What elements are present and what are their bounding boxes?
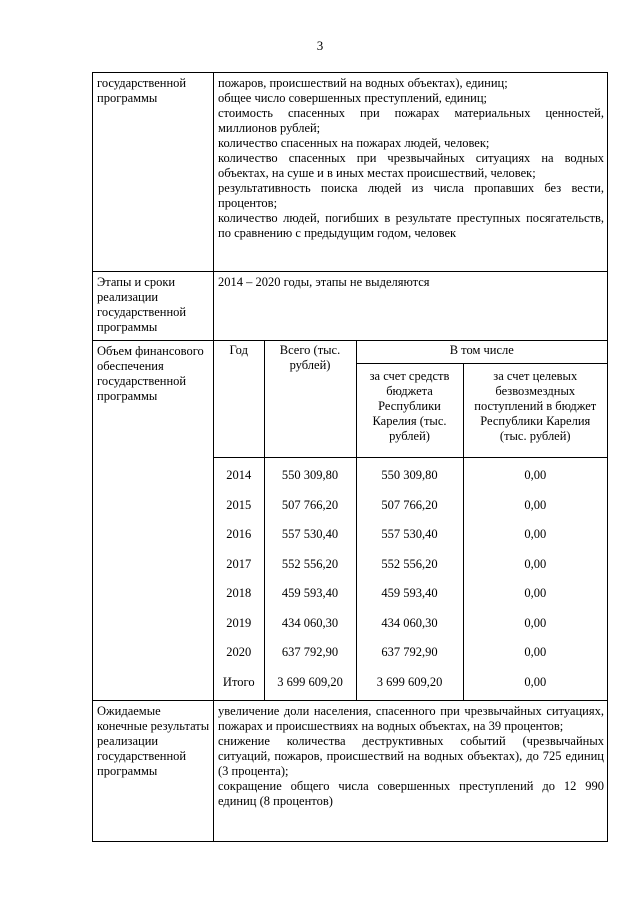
- total-cell: 434 060,30: [264, 608, 356, 638]
- col-header-grants: за счет целевых безвозмездных поступлений в бюджет Республики Карелия (тыс. рублей): [463, 364, 607, 458]
- grants-cell: 0,00: [463, 608, 607, 638]
- financing-data-row: [214, 608, 607, 638]
- total-cell: 3 699 609,20: [264, 667, 356, 701]
- grants-cell: 0,00: [463, 667, 607, 701]
- year-cell: 2016: [214, 519, 264, 549]
- indicator-item: стоимость спасенных при пожарах материальных ценностей, миллионов рублей;: [218, 106, 604, 135]
- col-header-total: Всего (тыс. рублей): [264, 341, 356, 458]
- indicators-content: [214, 73, 608, 272]
- budget-cell: 552 556,20: [356, 549, 463, 579]
- grants-cell: 0,00: [463, 519, 607, 549]
- financing-data-row: [214, 490, 607, 520]
- result-item: увеличение доли населения, спасенного при чрезвычайных ситуациях, пожарах и происшествиях на водных объектах, на 39 процентов;: [218, 704, 604, 733]
- indicator-item: общее число совершенных преступлений, единиц;: [218, 91, 488, 105]
- total-cell: 552 556,20: [264, 549, 356, 579]
- budget-cell: 637 792,90: [356, 637, 463, 667]
- year-cell: 2017: [214, 549, 264, 579]
- budget-cell: 557 530,40: [356, 519, 463, 549]
- stages-row: [93, 272, 608, 341]
- indicators-label: государственной программы: [93, 73, 214, 272]
- year-cell: 2015: [214, 490, 264, 520]
- results-content: [214, 701, 608, 842]
- indicators-row: [93, 73, 608, 272]
- col-header-budget: за счет средств бюджета Республики Карелия (тыс. рублей): [356, 364, 463, 458]
- financing-table: [214, 341, 607, 700]
- year-cell: 2019: [214, 608, 264, 638]
- financing-data-row: [214, 458, 607, 490]
- total-cell: 459 593,40: [264, 578, 356, 608]
- budget-cell: 459 593,40: [356, 578, 463, 608]
- financing-data-row: [214, 637, 607, 667]
- budget-cell: 507 766,20: [356, 490, 463, 520]
- col-header-including: В том числе: [356, 341, 607, 364]
- budget-cell: 3 699 609,20: [356, 667, 463, 701]
- year-cell: 2020: [214, 637, 264, 667]
- grants-cell: 0,00: [463, 578, 607, 608]
- financing-label: Объем финансового обеспечения государственной программы: [93, 341, 214, 701]
- indicator-item: пожаров, происшествий на водных объектах), единиц;: [218, 76, 508, 90]
- budget-cell: 550 309,80: [356, 458, 463, 490]
- grants-cell: 0,00: [463, 458, 607, 490]
- col-header-year: Год: [214, 341, 264, 458]
- financing-data-row: [214, 549, 607, 579]
- financing-row: [93, 341, 608, 701]
- stages-label: Этапы и сроки реализации государственной программы: [93, 272, 214, 341]
- results-label: Ожидаемые конечные результаты реализации государственной программы: [93, 701, 214, 842]
- budget-cell: 434 060,30: [356, 608, 463, 638]
- financing-header-row: [214, 341, 607, 364]
- year-cell: Итого: [214, 667, 264, 701]
- indicator-item: результативность поиска людей из числа пропавших без вести, процентов;: [218, 181, 604, 210]
- financing-content: [214, 341, 608, 701]
- stages-value: 2014 – 2020 годы, этапы не выделяются: [214, 272, 608, 341]
- financing-total-row: [214, 667, 607, 701]
- total-cell: 637 792,90: [264, 637, 356, 667]
- total-cell: 550 309,80: [264, 458, 356, 490]
- page-number: 3: [316, 38, 324, 53]
- financing-data-row: [214, 519, 607, 549]
- year-cell: 2014: [214, 458, 264, 490]
- total-cell: 507 766,20: [264, 490, 356, 520]
- grants-cell: 0,00: [463, 549, 607, 579]
- grants-cell: 0,00: [463, 637, 607, 667]
- indicator-item: количество спасенных при чрезвычайных ситуациях на водных объектах, на суше и в иных местах происшествий, человек;: [218, 151, 604, 180]
- total-cell: 557 530,40: [264, 519, 356, 549]
- indicator-item: количество людей, погибших в результате преступных посягательств, по сравнению с предыдущим годом, человек: [218, 211, 604, 240]
- grants-cell: 0,00: [463, 490, 607, 520]
- result-item: сокращение общего числа совершенных преступлений до 12 990 единиц (8 процентов): [218, 779, 604, 808]
- result-item: снижение количества деструктивных событий (чрезвычайных ситуаций, пожаров, происшествий на водных объектах), до 725 единиц (3 процента);: [218, 734, 604, 778]
- financing-data-row: [214, 578, 607, 608]
- results-row: [93, 701, 608, 842]
- year-cell: 2018: [214, 578, 264, 608]
- passport-table: [92, 72, 608, 842]
- indicator-item: количество спасенных на пожарах людей, человек;: [218, 136, 490, 150]
